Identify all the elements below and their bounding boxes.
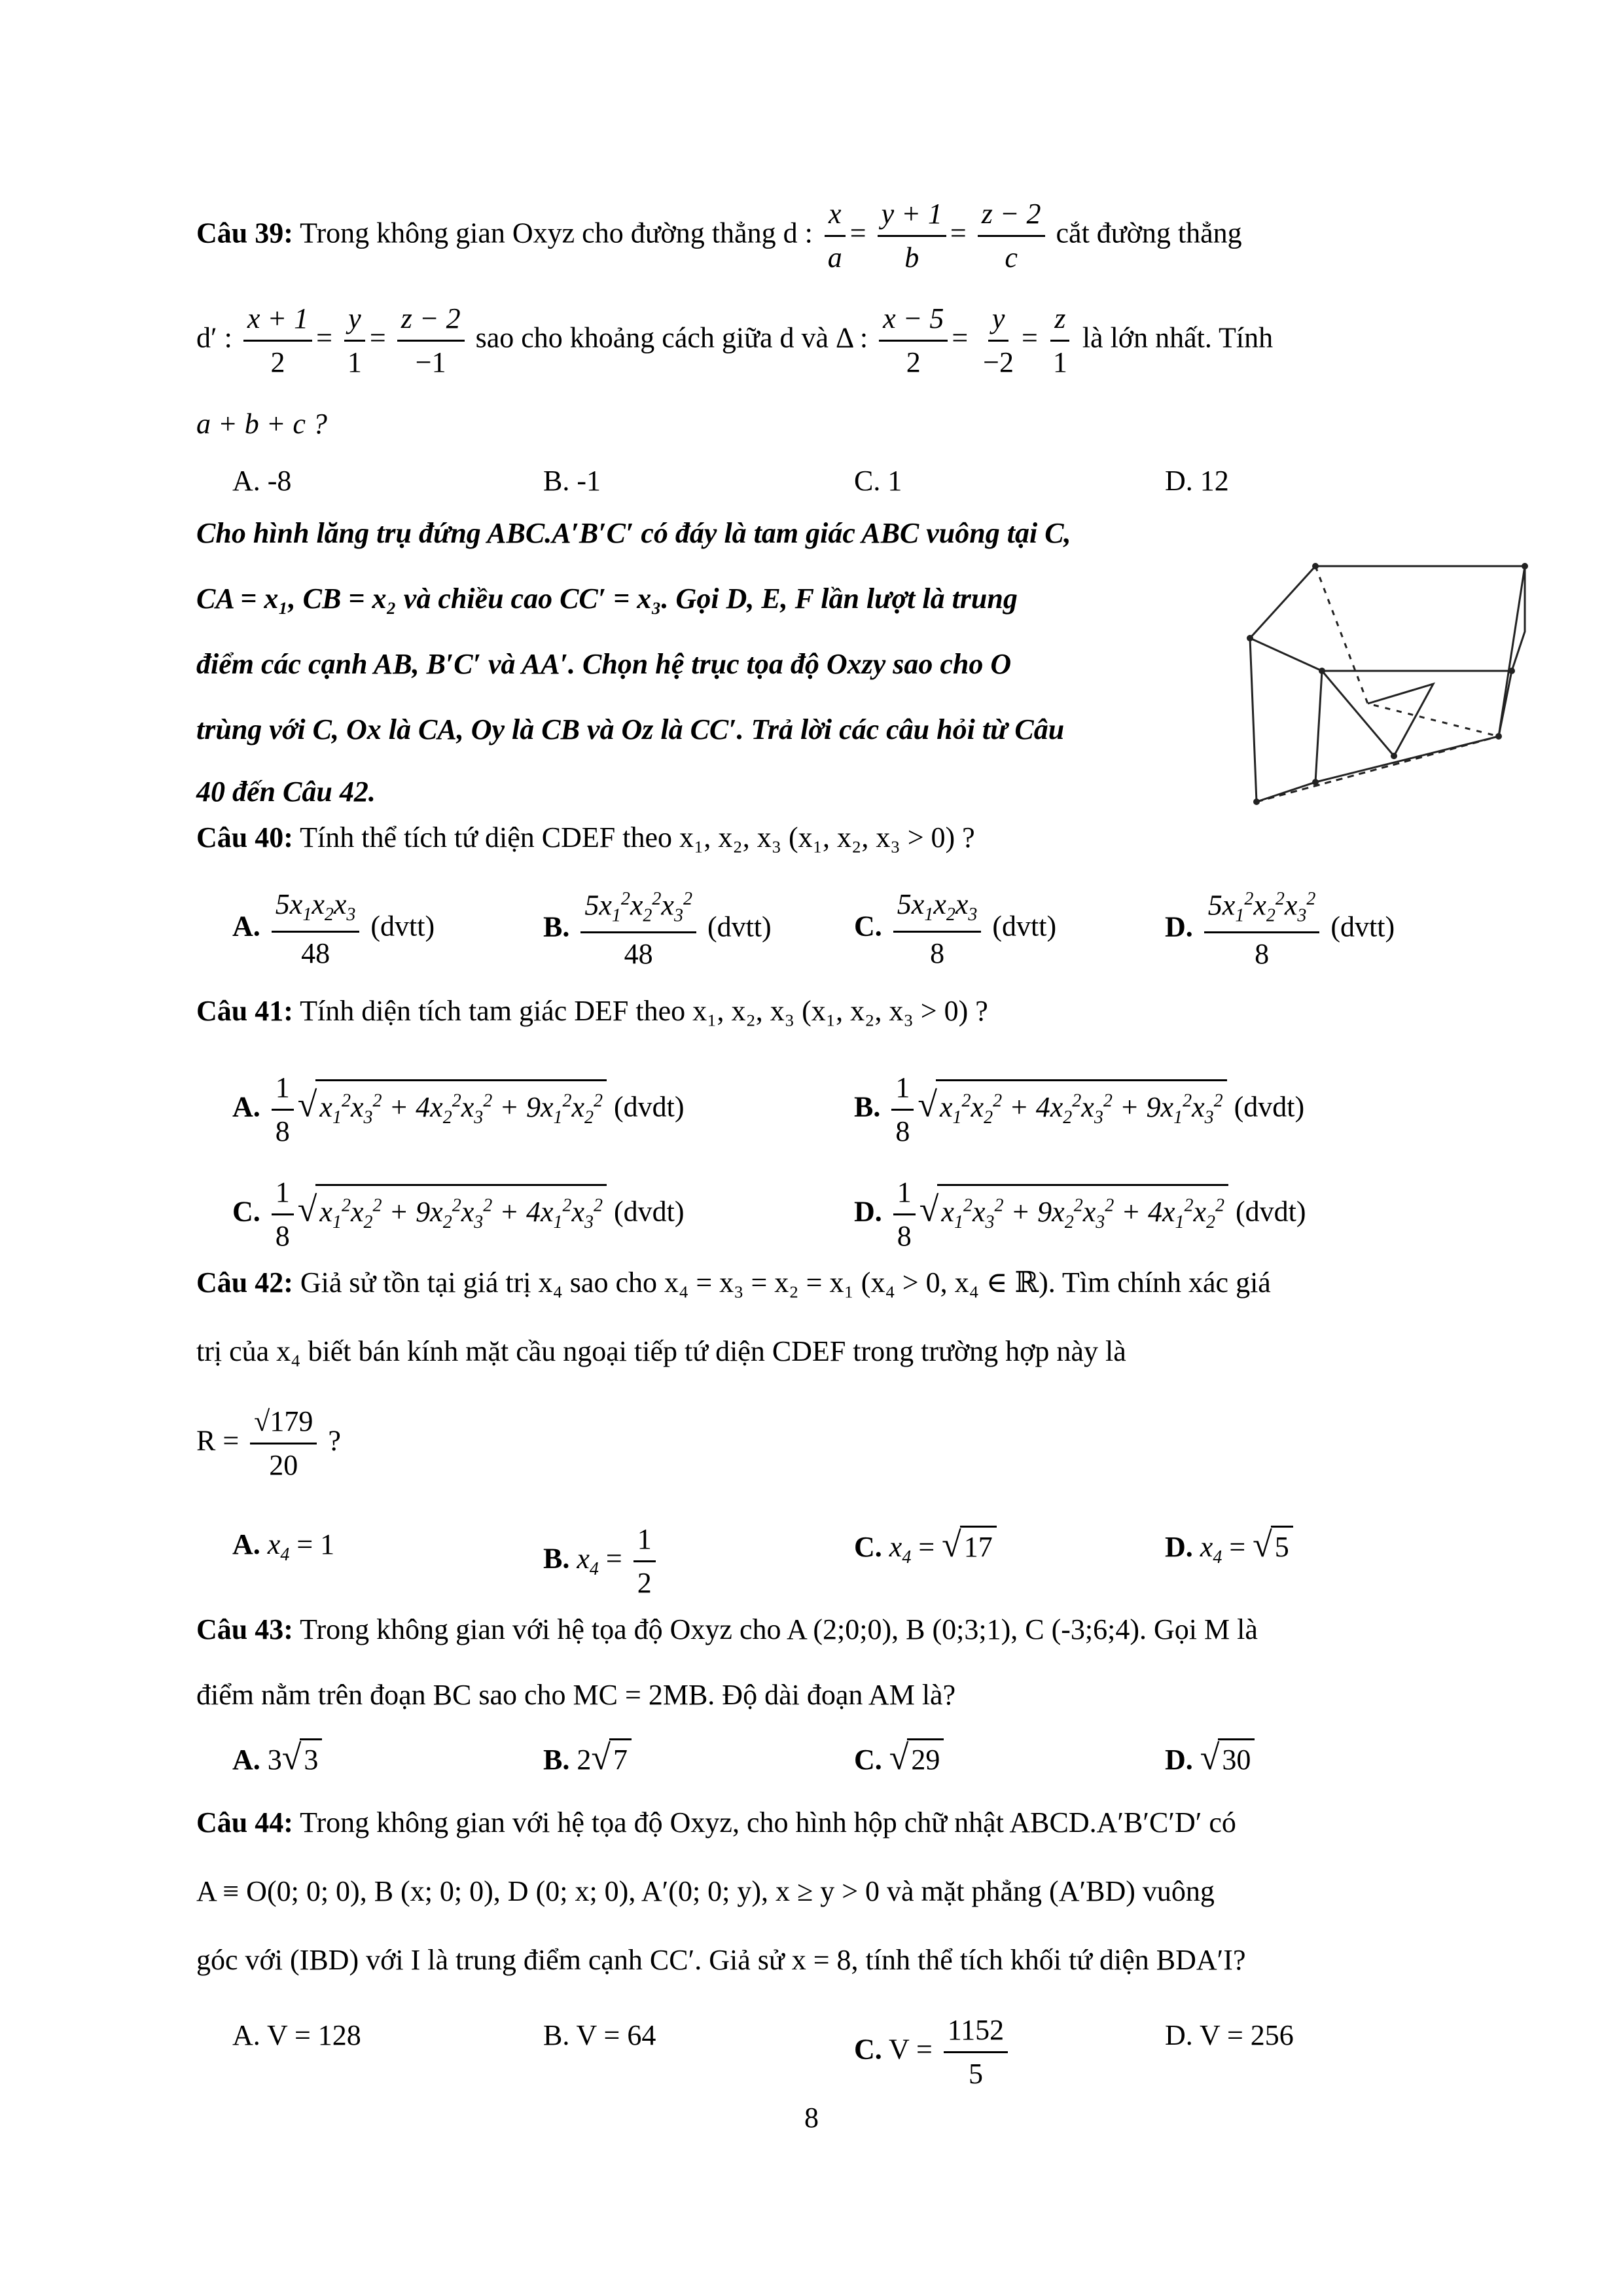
prism-top-face [1250, 566, 1525, 671]
q40-option-a: A. $\frac{5x_1x_2x_3}{48}$ (dvtt) [232, 888, 435, 969]
q44-text3: góc với (IBD) với I là trung điểm cạnh CC′. Giả sử x = 8, tính thể tích khối tứ diện BDA′I? [196, 1944, 1246, 1976]
prism-inner-dashed [1315, 566, 1499, 736]
q39-label: Câu 39: [196, 217, 293, 249]
q39-option-a: A. -8 [232, 465, 292, 497]
prism-figure [1237, 540, 1538, 828]
q40-option-d: D. $\frac{5x_1^2x_2^2x_3^2}{8}$ (dvtt) [1165, 889, 1395, 971]
q39-text5: a + b + c ? [196, 408, 327, 440]
q42-option-a: A. $x_4 = 1$ [232, 1528, 335, 1565]
prism-tetra-edges [1322, 671, 1433, 756]
q39-text2: cắt đường thẳng [1056, 217, 1242, 249]
intro-line2: CA = x₁, CB = x₂ và chiều cao CC′ = x₃. Gọi D, E, F lần lượt là trung [196, 583, 1018, 615]
q43-text2: điểm nằm trên đoạn BC sao cho MC = 2MB. Độ dài đoạn AM là? [196, 1679, 956, 1711]
q43-option-a: A. 3√3 [232, 1738, 322, 1780]
prism-right-edge [1499, 566, 1525, 736]
q42-text2: trị của x₄ biết bán kính mặt cầu ngoại tiếp tứ diện CDEF trong trường hợp này là [196, 1335, 1126, 1367]
q39-dp-frac-x: $\frac{x + 1}{2}$ [243, 304, 312, 377]
q43-label: Câu 43: [196, 1613, 293, 1645]
page-number: 8 [804, 2102, 819, 2134]
q39-text4: là lớn nhất. Tính [1082, 321, 1274, 354]
q39-option-c: C. 1 [854, 465, 902, 497]
q39-dprime-label: d′ : [196, 321, 232, 354]
intro-line3: điểm các cạnh AB, B′C′ và AA′. Chọn hệ trục tọa độ Oxzy sao cho O [196, 648, 1012, 680]
q42-option-c: C. $x_4 = √17$ [854, 1525, 997, 1577]
q40-label: Câu 40: [196, 821, 293, 853]
q39-delta-frac-x: $\frac{x - 5}{2}$ [879, 304, 948, 377]
q44-option-b: B. V = 64 [543, 2019, 656, 2051]
q43-option-d: D. √30 [1165, 1738, 1255, 1780]
q44-option-a: A. V = 128 [232, 2019, 361, 2051]
q44-text2: A ≡ O(0; 0; 0), B (x; 0; 0), D (0; x; 0), A′(0; 0; y), x ≥ y > 0 và mặt phẳng (A′BD) vuông [196, 1875, 1215, 1907]
q39-option-d: D. 12 [1165, 465, 1229, 497]
q44-option-d: D. V = 256 [1165, 2019, 1294, 2051]
q39-delta-label: Δ : [836, 321, 868, 354]
prism-left-edges [1250, 638, 1322, 802]
q39-delta-frac-y: $\frac{y}{-2}$ [983, 302, 1014, 378]
q39-text1: Trong không gian Oxyz cho đường thẳng d : [300, 217, 813, 249]
q42-label: Câu 42: [196, 1266, 293, 1299]
q39-option-b: B. -1 [543, 465, 601, 497]
q41-option-a: A. $\frac{1}{8}$ $√x_1^2x_3^2 + 4x_2^2x_3^2 + 9x_1^2x_2^2$ (dvdt) [232, 1071, 685, 1147]
q44-text1: Trong không gian với hệ tọa độ Oxyz, cho hình hộp chữ nhật ABCD.A′B′C′D′ có [300, 1806, 1236, 1839]
q39-dp-frac-y: $\frac{y}{1}$ [344, 304, 366, 377]
prism-hidden-edge [1257, 736, 1499, 802]
q42-text1: Giả sử tồn tại giá trị x₄ sao cho x₄ = x₃ = x₂ = x₁ (x₄ > 0, x₄ ∈ ℝ). Tìm chính xác giá [300, 1266, 1271, 1299]
intro-line4: trùng với C, Ox là CA, Oy là CB và Oz là CC′. Trả lời các câu hỏi từ Câu [196, 713, 1065, 745]
intro-line5: 40 đến Câu 42. [196, 776, 376, 808]
q41-option-b: B. $\frac{1}{8}$ $√x_1^2x_2^2 + 4x_2^2x_3^2 + 9x_1^2x_3^2$ (dvdt) [854, 1071, 1305, 1147]
q43-text1: Trong không gian với hệ tọa độ Oxyz cho A (2;0;0), B (0;3;1), C (-3;6;4). Gọi M là [300, 1613, 1258, 1645]
q40-option-b: B. $\frac{5x_1^2x_2^2x_3^2}{48}$ (dvtt) [543, 889, 772, 971]
q40-option-c: C. $\frac{5x_1x_2x_3}{8}$ (dvtt) [854, 888, 1057, 969]
q42-option-b: B. $x_4$ = $\frac{1}{2}$ [543, 1525, 660, 1598]
q39-d-frac-y: $\frac{y + 1}{b}$ [878, 200, 946, 272]
q44-option-c: C. V = $\frac{1152}{5}$ [854, 2016, 1012, 2089]
q40-text: Tính thể tích tứ diện CDEF theo x₁, x₂, x₃ (x₁, x₂, x₃ > 0) ? [300, 821, 975, 853]
q43-option-b: B. 2√7 [543, 1738, 632, 1780]
q44-label: Câu 44: [196, 1806, 293, 1839]
q41-option-c: C. $\frac{1}{8}$ $√x_1^2x_2^2 + 9x_2^2x_3^2 + 4x_1^2x_3^2$ (dvdt) [232, 1176, 685, 1252]
q41-option-d: D. $\frac{1}{8}$ $√x_1^2x_3^2 + 9x_2^2x_3^2 + 4x_1^2x_2^2$ (dvdt) [854, 1176, 1306, 1252]
q42-radius: R = $\frac{√179}{20}$ ? [196, 1405, 341, 1481]
q43-option-c: C. √29 [854, 1738, 944, 1780]
intro-line1: Cho hình lăng trụ đứng ABC.A′B′C′ có đáy là tam giác ABC vuông tại C, [196, 517, 1071, 549]
q41-text: Tính diện tích tam giác DEF theo x₁, x₂, x₃ (x₁, x₂, x₃ > 0) ? [300, 995, 988, 1027]
q39-d-frac-z: $\frac{z - 2}{c}$ [978, 200, 1045, 272]
q39-dp-frac-z: $\frac{z - 2}{-1}$ [397, 304, 465, 377]
q39-delta-frac-z: $\frac{z}{1}$ [1049, 304, 1071, 377]
q41-label: Câu 41: [196, 995, 293, 1027]
q39-d-frac-x: $\frac{x}{a}$ [824, 200, 846, 272]
prism-bottom-edges [1315, 671, 1512, 782]
q39-text3: sao cho khoảng cách giữa d và [475, 321, 829, 354]
q42-option-d: D. $x_4 = √5$ [1165, 1525, 1293, 1577]
